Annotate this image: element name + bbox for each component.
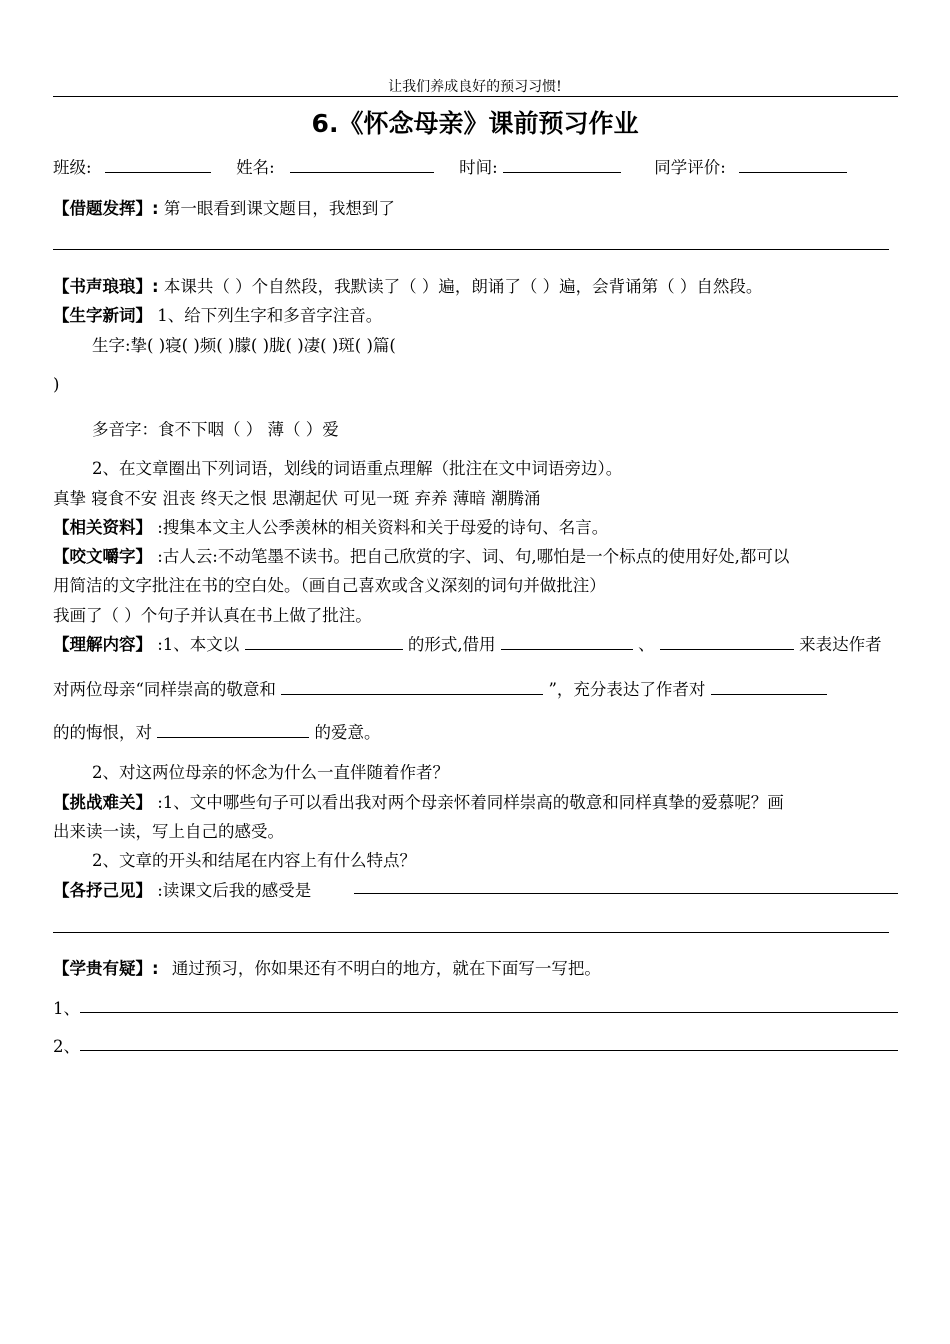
text: 、: [638, 635, 655, 654]
answer-blank[interactable]: [711, 680, 827, 695]
text: 的形式,借用: [407, 635, 496, 654]
name-label: 姓名:: [236, 158, 275, 177]
answer-line[interactable]: [80, 1050, 898, 1051]
section-reading: [53, 273, 762, 297]
class-label: 班级:: [53, 158, 92, 177]
challenge-question-2: 2、文章的开头和结尾在内容上有什么特点？: [92, 851, 416, 870]
answer-blank[interactable]: [157, 723, 309, 738]
characters-line-cont: ): [53, 375, 60, 394]
section-new-words: [53, 302, 382, 326]
time-blank[interactable]: [503, 158, 621, 173]
section-label: 【生字新词】: [53, 306, 152, 325]
word-list: 真挚 寝食不安 沮丧 终天之恨 思潮起伏 可见一斑 弃养 薄暗 潮腾涌: [53, 489, 541, 508]
text: 的的悔恨，对: [53, 723, 152, 742]
section-text: 通过预习，你如果还有不明白的地方，就在下面写一写把。: [171, 959, 601, 978]
text: 对两位母亲“同样崇高的敬意和: [53, 680, 276, 699]
text: :1、本文以: [157, 635, 240, 654]
section-label: 【借题发挥】:: [53, 199, 159, 218]
answer-line[interactable]: [53, 249, 889, 250]
class-blank[interactable]: [105, 158, 211, 173]
section-comprehension: [53, 631, 882, 655]
characters-line: 生字:挚( )寝( )频( )朦( )胧( )凄( )斑( )篇(: [92, 336, 396, 355]
name-blank[interactable]: [290, 158, 434, 173]
section-text: 1、给下列生字和多音字注音。: [157, 306, 383, 325]
question-number-2: 2、: [53, 1037, 80, 1056]
section-text: :古人云:不动笔墨不读书。把自己欣赏的字、词、句,哪怕是一个标点的使用好处,都可以: [157, 547, 790, 566]
section-label: 【相关资料】: [53, 518, 152, 537]
section-questions: [53, 955, 601, 979]
info-row: [53, 154, 847, 178]
comprehension-question-2: 2、对这两位母亲的怀念为什么一直伴随着作者？: [92, 763, 449, 782]
section-label: 【书声琅琅】:: [53, 277, 159, 296]
comprehension-line-2: [53, 676, 827, 700]
section-title-brainstorm: [53, 195, 395, 219]
section-opinion: [53, 877, 311, 901]
text: 来表达作者: [799, 635, 882, 654]
time-label: 时间:: [459, 158, 498, 177]
section-close-reading: [53, 543, 789, 567]
close-reading-cont: 用简洁的文字批注在书的空白处。（画自己喜欢或含义深刻的词句并做批注）: [53, 576, 606, 595]
section-text: 本课共（ ）个自然段，我默读了（ ）遍，朗诵了（ ）遍，会背诵第（ ）自然段。: [163, 277, 763, 296]
answer-line[interactable]: [53, 932, 889, 933]
section-label: 【挑战难关】: [53, 793, 152, 812]
header-motto: 让我们养成良好的预习习惯!: [388, 79, 562, 95]
header-divider: [53, 96, 898, 97]
answer-blank[interactable]: [245, 635, 403, 650]
answer-line[interactable]: [80, 1012, 898, 1013]
answer-blank[interactable]: [281, 680, 543, 695]
section-text: 第一眼看到课文题目，我想到了: [163, 199, 395, 218]
comprehension-line-3: [53, 719, 381, 743]
section-label: 【咬文嚼字】: [53, 547, 152, 566]
question-number-1: 1、: [53, 999, 80, 1018]
section-label: 【理解内容】: [53, 635, 152, 654]
text: ”，充分表达了作者对: [548, 680, 706, 699]
page-title: 6.《怀念母亲》课前预习作业: [311, 109, 639, 138]
section-challenge: [53, 789, 784, 813]
section-label: 【各抒己见】: [53, 881, 152, 900]
challenge-cont: 出来读一读，写上自己的感受。: [53, 822, 284, 841]
text: 的爱意。: [314, 723, 381, 742]
section-label: 【学贵有疑】:: [53, 959, 159, 978]
eval-blank[interactable]: [739, 158, 847, 173]
polyphone-line: 多音字：食不下咽（ ） 薄（ ）爱: [92, 420, 339, 439]
answer-line[interactable]: [354, 893, 898, 894]
answer-blank[interactable]: [660, 635, 794, 650]
section-text: :读课文后我的感受是: [157, 881, 312, 900]
section-text: :1、文中哪些句子可以看出我对两个母亲怀着同样崇高的敬意和同样真挚的爱慕呢？画: [157, 793, 784, 812]
eval-label: 同学评价:: [654, 158, 726, 177]
task-2: 2、在文章圈出下列词语，划线的词语重点理解（批注在文中词语旁边）。: [92, 459, 623, 478]
section-text: :搜集本文主人公季羡林的相关资料和关于母爱的诗句、名言。: [157, 518, 609, 537]
answer-blank[interactable]: [501, 635, 633, 650]
close-reading-count: 我画了（ ）个句子并认真在书上做了批注。: [53, 606, 372, 625]
section-materials: [53, 514, 608, 538]
